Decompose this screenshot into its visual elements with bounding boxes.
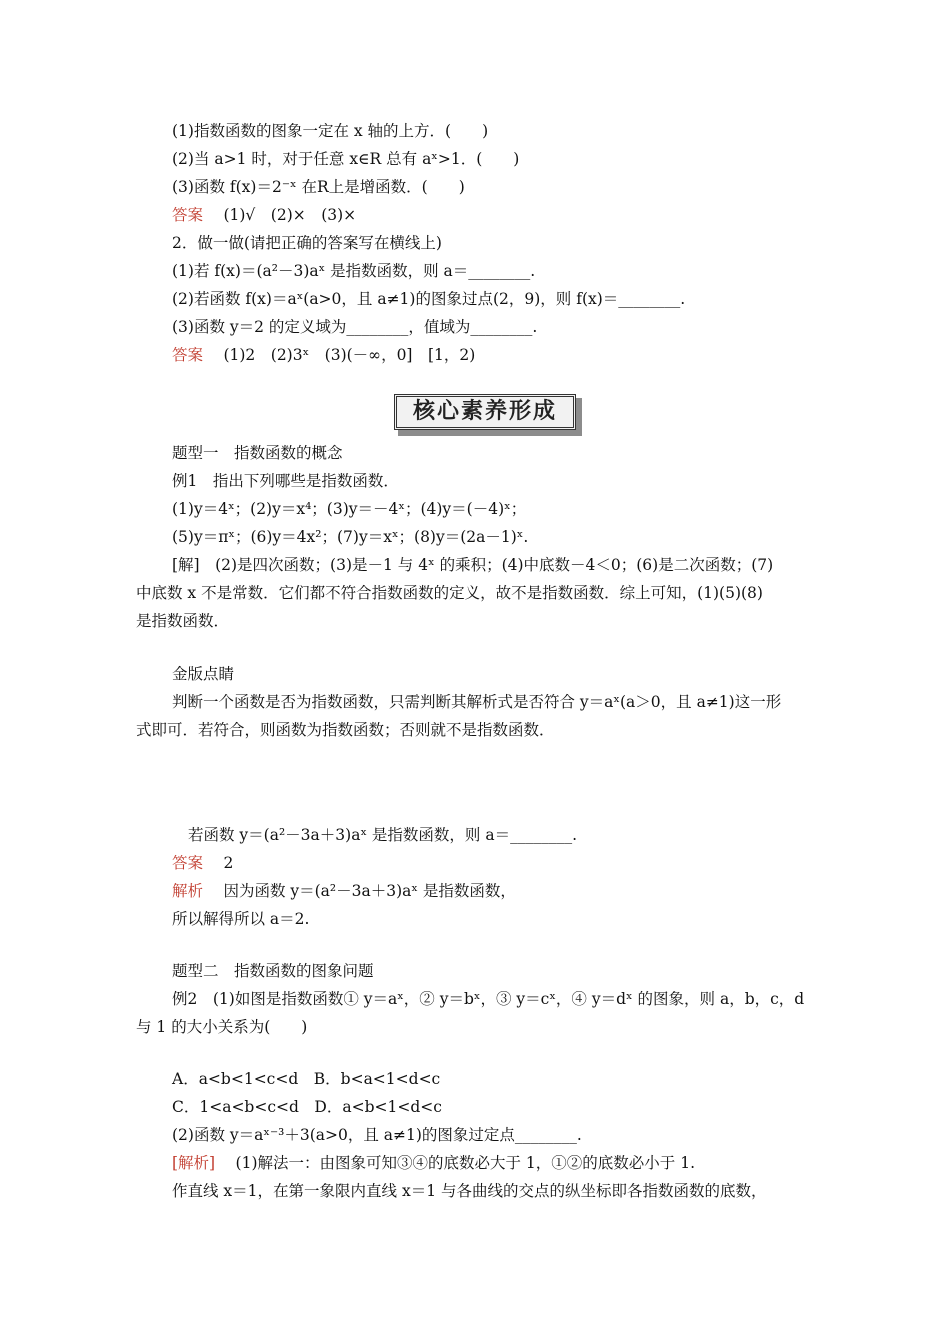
analysis-label: [解析] [172,1154,216,1172]
practice-analysis-2: 所以解得所以 a＝2. [172,910,310,928]
type2-title: 题型二 指数函数的图象问题 [172,962,374,980]
type1-title: 题型一 指数函数的概念 [172,444,343,462]
tip-title: 金版点睛 [172,665,235,683]
practice-question: 若函数 y＝(a²－3a＋3)aˣ 是指数函数，则 a＝________. [188,826,578,844]
example1-funcs-1: (1)y＝4ˣ；(2)y＝x⁴；(3)y＝－4ˣ；(4)y＝(－4)ˣ； [172,500,527,518]
tip-line-1: 判断一个函数是否为指数函数，只需判断其解析式是否符合 y＝aˣ(a＞0，且 a≠1)这一形 [172,693,782,711]
judge-item-3: (3)函数 f(x)＝2⁻ˣ 在R上是增函数．( ) [172,178,465,196]
answer-text: (1)√ (2)× (3)× [223,206,357,224]
answer-label: 答案 [172,346,204,364]
analysis-text: (1)解法一：由图象可知③④的底数必大于 1，①②的底数必小于 1. [235,1154,696,1172]
section-banner: 核心素养形成 [394,394,576,430]
answer-label: 答案 [172,854,204,872]
section-banner-shadow [398,398,582,436]
fill-item-1: (1)若 f(x)＝(a²－3)aˣ 是指数函数，则 a＝________. [172,262,536,280]
fill-item-3: (3)函数 y＝2 的定义域为________，值域为________. [172,318,538,336]
practice-analysis [172,880,516,902]
solution-line-3: 是指数函数． [136,612,230,630]
fill-item-2: (2)若函数 f(x)＝aˣ(a>0，且 a≠1)的图象过点(2，9)，则 f(x)＝________. [172,290,686,308]
solution-line-2: 中底数 x 不是常数．它们都不符合指数函数的定义，故不是指数函数．综上可知，(1)(5)(8) [136,584,763,602]
type2-analysis-2: 作直线 x＝1，在第一象限内直线 x＝1 与各曲线的交点的纵坐标即各指数函数的底数， [172,1182,767,1200]
tip-line-2: 式即可．若符合，则函数为指数函数；否则就不是指数函数． [136,721,555,739]
options-cd: C．1<a<b<c<d D．a<b<1<d<c [172,1098,442,1116]
judge-item-2: (2)当 a>1 时，对于任意 x∈R 总有 aˣ>1．( ) [172,150,520,168]
answer-line-1 [172,204,356,226]
example1-funcs-2: (5)y＝πˣ；(6)y＝4x²；(7)y＝xˣ；(8)y＝(2a－1)ˣ. [172,528,529,546]
analysis-text: 因为函数 y＝(a²－3a＋3)aˣ 是指数函数， [223,882,516,900]
example2-line-1: 例2 (1)如图是指数函数① y＝aˣ，② y＝bˣ，③ y＝cˣ，④ y＝dˣ 的图象，则 a，b，c，d [172,990,805,1008]
analysis-label: 解析 [172,882,204,900]
type2-analysis [172,1152,695,1174]
example1-title: 例1 指出下列哪些是指数函数． [172,472,399,490]
example2-q2: (2)函数 y＝aˣ⁻³＋3(a>0，且 a≠1)的图象过定点________. [172,1126,582,1144]
judge-item-1: (1)指数函数的图象一定在 x 轴的上方．( ) [172,122,489,140]
section-heading: 2．做一做(请把正确的答案写在横线上) [172,234,442,252]
answer-text: (1)2 (2)3ˣ (3)(－∞，0] [1，2) [223,346,476,364]
answer-label: 答案 [172,206,204,224]
example2-line-2: 与 1 的大小关系为( ) [136,1018,308,1036]
answer-line-2 [172,344,475,366]
options-ab: A．a<b<1<c<d B．b<a<1<d<c [172,1070,441,1088]
answer-text: 2 [223,854,234,872]
solution-line-1: [解] (2)是四次函数；(3)是－1 与 4ˣ 的乘积；(4)中底数－4＜0；(6)是二次函数；(7) [172,556,774,574]
practice-answer [172,852,233,874]
